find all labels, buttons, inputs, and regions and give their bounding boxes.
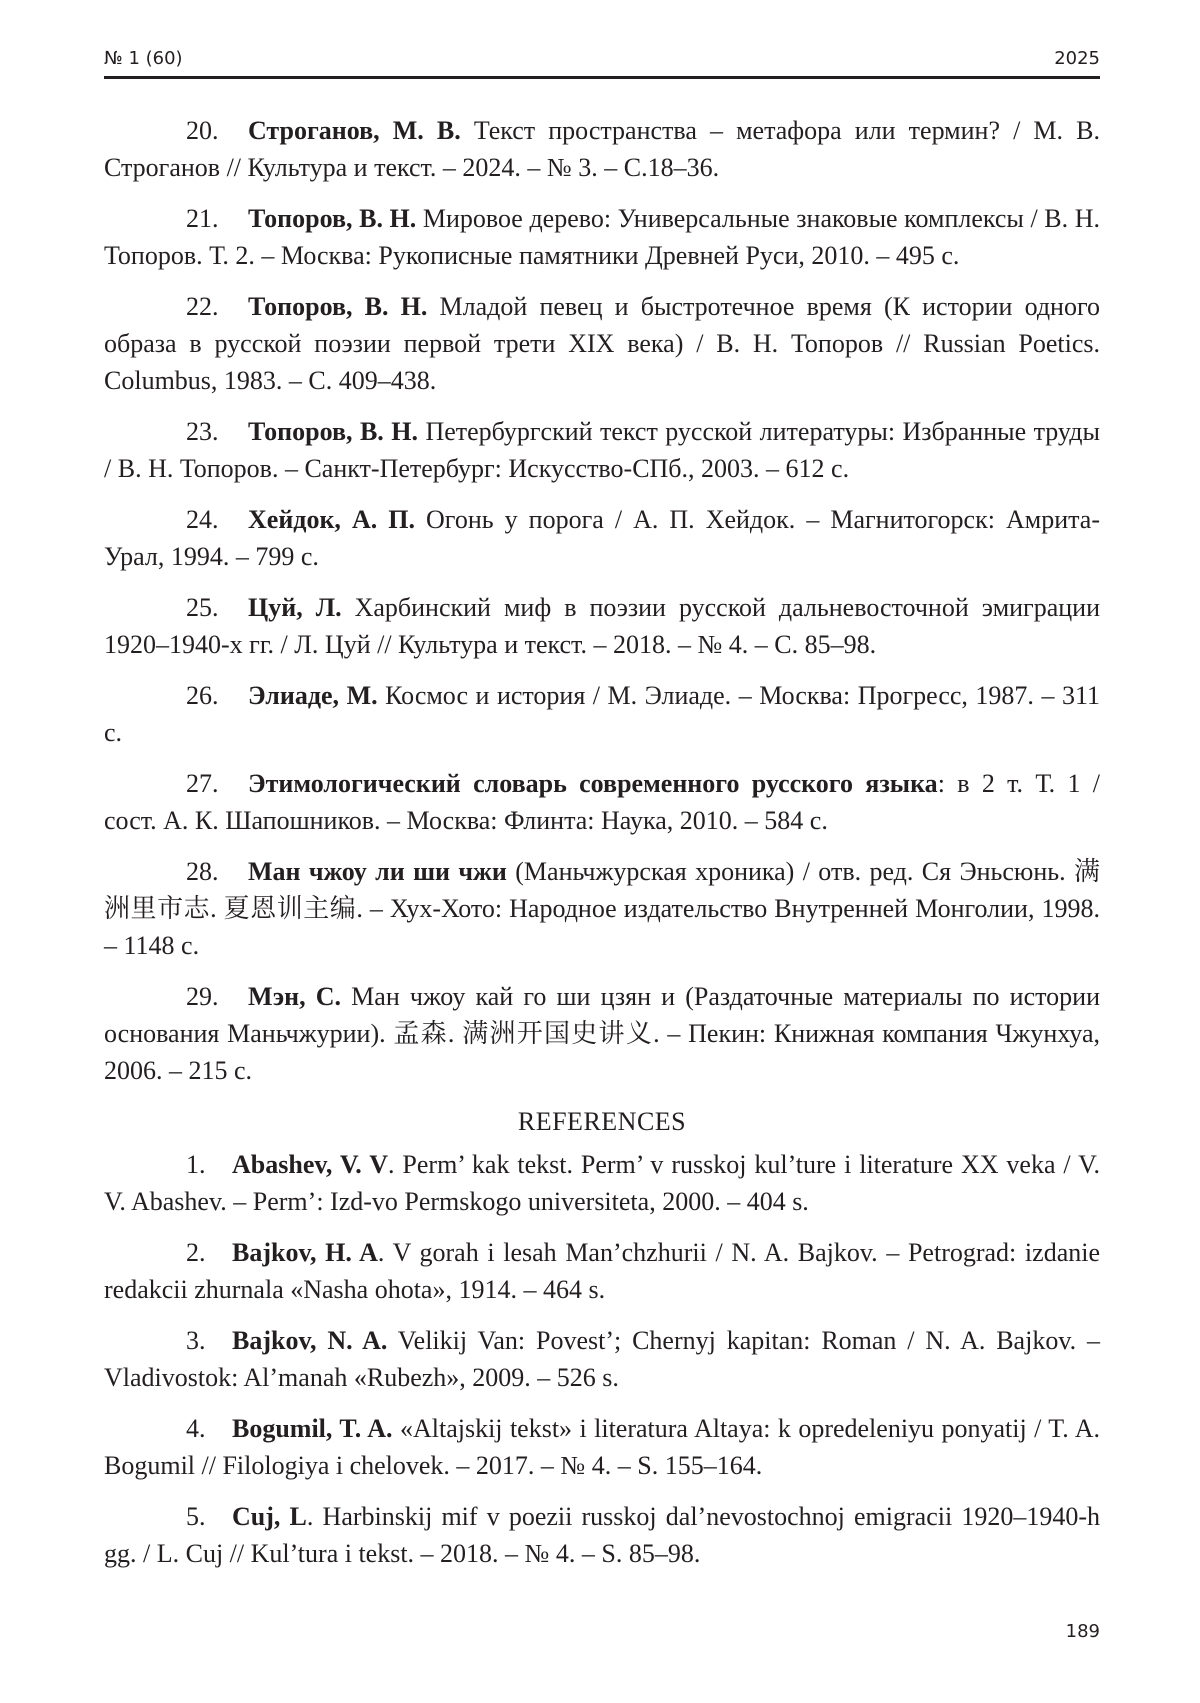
reference-author: Bajkov, H. A [232,1238,378,1267]
reference-entry [104,1498,1100,1572]
bibliography-entry [104,589,1100,663]
issue-number: № 1 (60) [104,48,183,69]
entry-author: Мэн, С. [248,982,342,1011]
entry-author: Строганов, М. В. [248,116,461,145]
entry-author: Элиаде, М. [248,681,378,710]
entry-author: Топоров, В. Н. [248,292,428,321]
entry-number: 25. [186,593,219,622]
entry-number: 22. [186,292,219,321]
reference-text: «Altajskij tekst» i literatura Altaya: k opredeleniyu ponyatij / T. A. Bogumil // Filologiya i chelovek. – 2017. – № 4. – S. 155–164. [104,1414,1100,1480]
entry-text: (Маньчжурская хроника) / отв. ред. Ся Эньсюнь. 满洲里市志. 夏恩训主编. – Хух-Хото: Народное издательство Внутренней Монголии, 1998. – 1148 с. [104,857,1100,960]
entry-text: Космос и история / М. Элиаде. – Москва: Прогресс, 1987. – 311 с. [104,681,1100,747]
entry-text: Петербургский текст русской литературы: Избранные труды / В. Н. Топоров. – Санкт-Петербург: Искусство-СПб., 2003. – 612 с. [104,417,1100,483]
entry-author: Топоров, В. Н. [248,417,418,446]
reference-text: Velikij Van: Povest’; Chernyj kapitan: Roman / N. A. Bajkov. – Vladivostok: Al’manah «Rubezh», 2009. – 526 s. [104,1326,1100,1392]
entry-number: 26. [186,681,219,710]
bibliography-entry [104,288,1100,399]
entry-number: 24. [186,505,219,534]
entry-number: 27. [186,769,219,798]
reference-number: 5. [186,1502,206,1531]
bibliography-entry [104,853,1100,964]
reference-entry [104,1146,1100,1220]
entry-author: Топоров, В. Н. [248,204,417,233]
entry-author: Этимологический словарь современного русского языка [248,769,938,798]
reference-number: 1. [186,1150,206,1179]
reference-author: Cuj, L [232,1502,307,1531]
entry-number: 20. [186,116,219,145]
references-heading: REFERENCES [517,1107,687,1136]
reference-text: . Perm’ kak tekst. Perm’ v russkoj kul’ture i literature XX veka / V. V. Abashev. – Perm’: Izd-vo Permskogo universiteta, 2000. – 404 s. [104,1150,1100,1216]
bibliography-entry [104,677,1100,751]
entry-text: Текст пространства – метафора или термин? / М. В. Строганов // Культура и текст. – 2024. – № 3. – С.18–36. [104,116,1100,182]
entry-text: Огонь у порога / А. П. Хейдок. – Магнитогорск: Амрита-Урал, 1994. – 799 с. [104,505,1100,571]
entry-author: Хейдок, А. П. [248,505,415,534]
bibliography-entry [104,978,1100,1089]
reference-author: Bogumil, T. A. [232,1414,393,1443]
reference-number: 3. [186,1326,206,1355]
entry-number: 29. [186,982,219,1011]
reference-number: 2. [186,1238,206,1267]
reference-author: Abashev, V. V [232,1150,388,1179]
reference-author: Bajkov, N. A. [232,1326,388,1355]
entry-number: 21. [186,204,219,233]
entry-text: Харбинский миф в поэзии русской дальневосточной эмиграции 1920–1940-х гг. / Л. Цуй // Культура и текст. – 2018. – № 4. – С. 85–98. [104,593,1101,659]
bibliography-entry [104,765,1100,839]
bibliography-entry [104,413,1100,487]
page-number: 189 [1065,1621,1100,1642]
publication-year: 2025 [1054,48,1100,69]
reference-text: . Harbinskij mif v poezii russkoj dal’nevostochnoj emigracii 1920–1940-h gg. / L. Cuj // Kul’tura i tekst. – 2018. – № 4. – S. 85–98. [104,1502,1100,1568]
references-list [104,1146,1100,1572]
entry-number: 28. [186,857,219,886]
reference-text: . V gorah i lesah Man’chzhurii / N. A. Bajkov. – Petrograd: izdanie redakcii zhurnala «Nasha ohota», 1914. – 464 s. [104,1238,1100,1304]
reference-entry [104,1322,1100,1396]
bibliography-entry [104,112,1100,186]
bibliography-entry [104,200,1100,274]
entry-list [104,112,1100,1089]
entry-author: Ман чжоу ли ши чжи [248,857,507,886]
bibliography-entry [104,501,1100,575]
entry-text: Младой певец и быстротечное время (К истории одного образа в русской поэзии первой трети XIX века) / В. Н. Топоров // Russian Poetics. Columbus, 1983. – С. 409–438. [104,292,1100,395]
entry-text: : в 2 т. Т. 1 / сост. А. К. Шапошников. – Москва: Флинта: Наука, 2010. – 584 с. [104,769,1100,835]
entry-number: 23. [186,417,219,446]
reference-entry [104,1410,1100,1484]
entry-author: Цуй, Л. [248,593,342,622]
running-header [104,46,1100,79]
entry-text: Ман чжоу кай го ши цзян и (Раздаточные материалы по истории основания Маньчжурии). 孟森. 满洲开国史讲义. – Пекин: Книжная компания Чжунхуа, 2006. – 215 с. [104,982,1100,1085]
entry-text: Мировое дерево: Универсальные знаковые комплексы / В. Н. Топоров. Т. 2. – Москва: Рукописные памятники Древней Руси, 2010. – 495 с. [104,204,1100,270]
bibliography [104,112,1100,1586]
reference-number: 4. [186,1414,206,1443]
reference-entry [104,1234,1100,1308]
